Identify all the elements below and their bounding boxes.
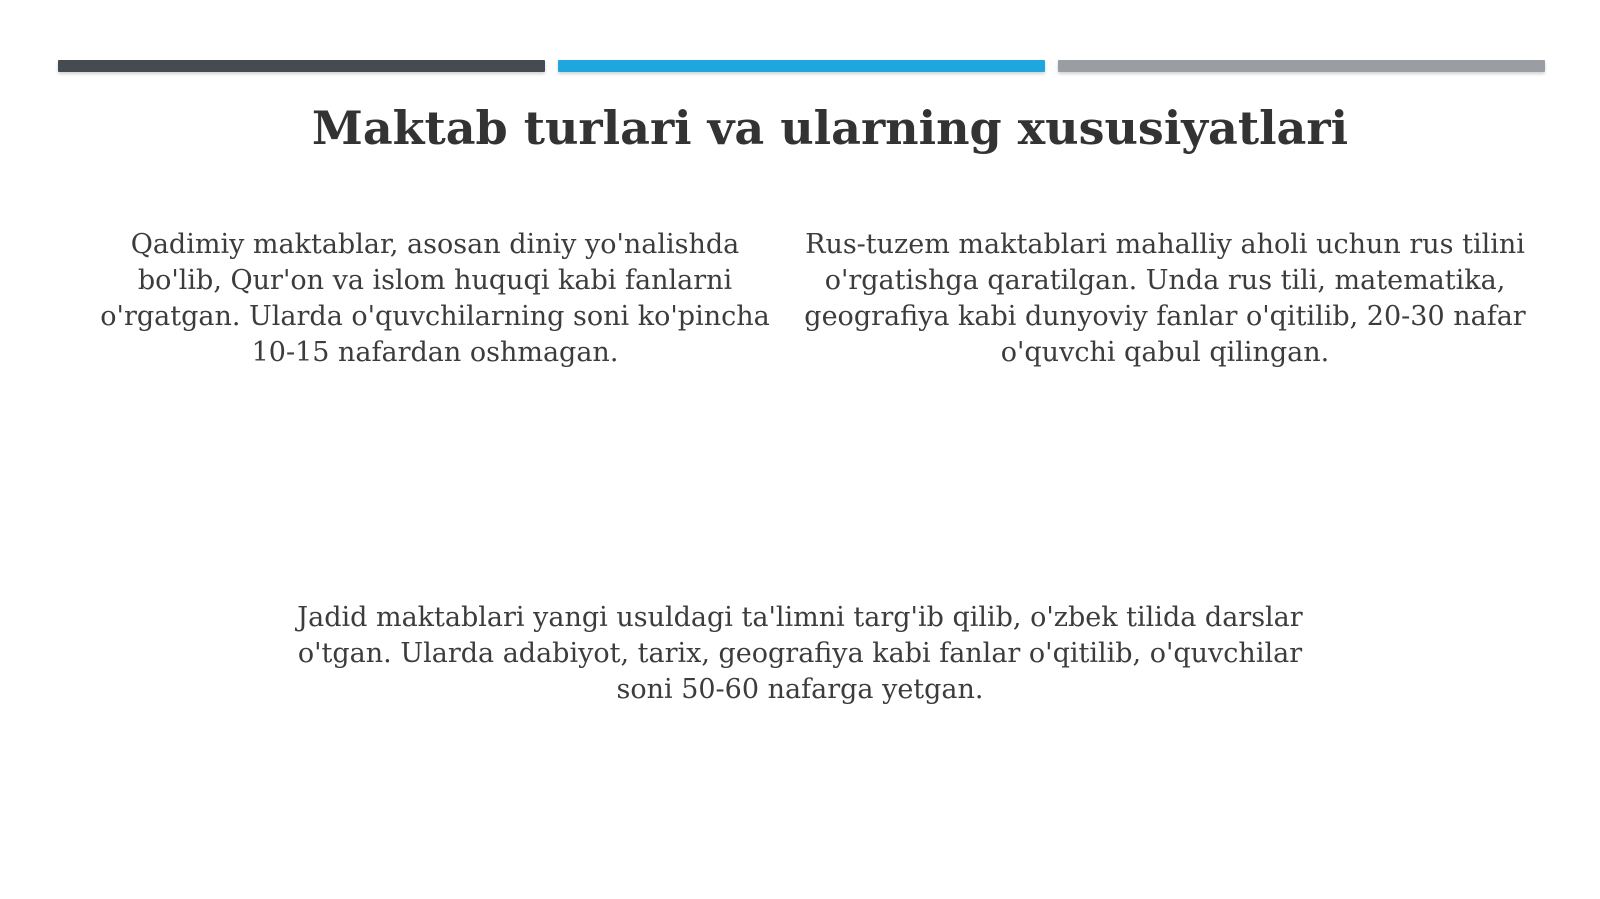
paragraph-jadid-maktablari: Jadid maktablari yangi usuldagi ta'limni targ'ib qilib, o'zbek tilida darslar o'tgan. Ularda adabiyot, tarix, geografiya kabi fanlar o'qitilib, o'quvchilar soni 50-60 nafarga yetgan. (297, 602, 1303, 705)
header-bar-blue (558, 60, 1045, 72)
header-bar-dark (58, 60, 545, 72)
paragraph-qadimiy-maktablar: Qadimiy maktablar, asosan diniy yo'nalishda bo'lib, Qur'on va islom huquqi kabi fanlarni o'rgatgan. Ularda o'quvchilarning soni ko'pincha 10-15 nafardan oshmagan. (100, 229, 770, 368)
slide-title: Maktab turlari va ularning xususiyatlari (311, 101, 1349, 155)
header-bar-gray (1058, 60, 1545, 72)
paragraph-rus-tuzem-maktablari: Rus-tuzem maktablari mahalliy aholi uchun rus tilini o'rgatishga qaratilgan. Unda rus tili, matematika, geografiya kabi dunyoviy fanlar o'qitilib, 20-30 nafar o'quvchi qabul qilingan. (804, 229, 1526, 368)
